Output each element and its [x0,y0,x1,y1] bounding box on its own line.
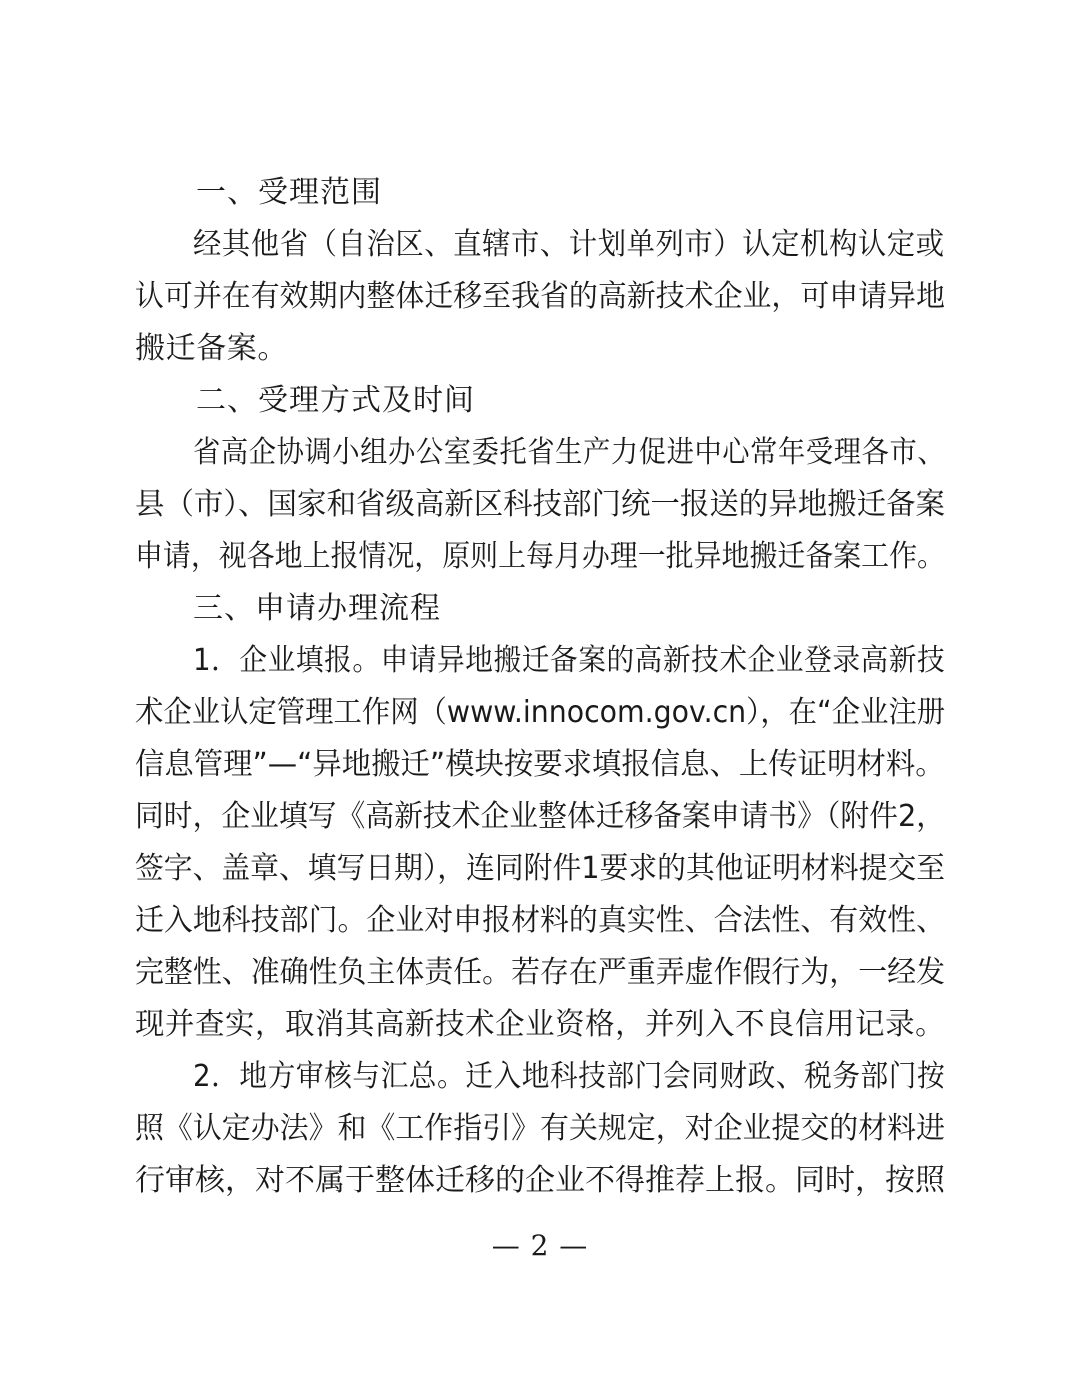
paragraph-line: 1．企业填报。申请异地搬迁备案的高新技术企业登录高新技 [193,643,946,678]
page-number: — 2 — [491,1229,589,1262]
paragraph-line: 签字、盖章、填写日期），连同附件1要求的其他证明材料提交至 [135,851,946,886]
paragraph-line: 照《认定办法》和《工作指引》有关规定，对企业提交的材料进 [135,1111,946,1146]
paragraph-line: 申请，视各地上报情况，原则上每月办理一批异地搬迁备案工作。 [135,539,945,574]
section-heading-process: 三、申请办理流程 [193,591,441,626]
section-heading-scope: 一、受理范围 [196,175,382,210]
paragraph-line: 经其他省（自治区、直辖市、计划单列市）认定机构认定或 [193,227,945,262]
paragraph-line: 搬迁备案。 [135,331,288,366]
paragraph-line: 2．地方审核与汇总。迁入地科技部门会同财政、税务部门按 [193,1059,946,1094]
paragraph-line: 认可并在有效期内整体迁移至我省的高新技术企业，可申请异地 [135,279,946,314]
paragraph-line: 同时，企业填写《高新技术企业整体迁移备案申请书》（附件2， [135,799,946,834]
paragraph-line: 现并查实，取消其高新技术企业资格，并列入不良信用记录。 [135,1007,946,1042]
section-heading-method-time: 二、受理方式及时间 [196,383,475,418]
paragraph-line: 完整性、准确性负主体责任。若存在严重弄虚作假行为，一经发 [135,955,946,990]
paragraph-line: 迁入地科技部门。企业对申报材料的真实性、合法性、有效性、 [135,903,946,938]
paragraph-line: 行审核，对不属于整体迁移的企业不得推荐上报。同时，按照 [135,1163,945,1198]
paragraph-line: 县（市）、国家和省级高新区科技部门统一报送的异地搬迁备案 [135,487,945,522]
paragraph-line: 省高企协调小组办公室委托省生产力促进中心常年受理各市、 [193,435,946,470]
paragraph-line: 信息管理”—“异地搬迁”模块按要求填报信息、上传证明材料。 [135,747,945,782]
paragraph-line: 术企业认定管理工作网（www.innocom.gov.cn），在“企业注册 [135,695,946,730]
